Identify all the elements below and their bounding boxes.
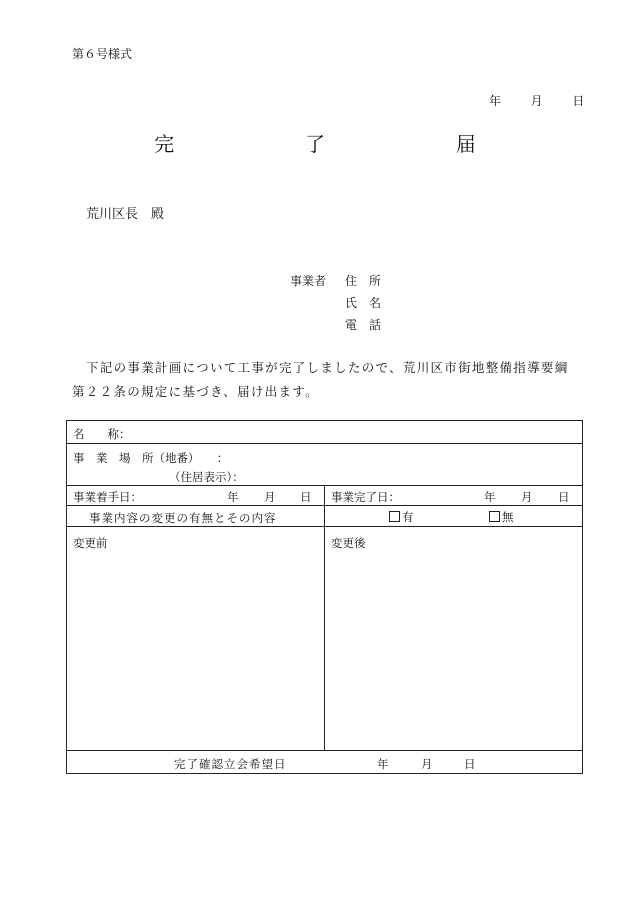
page-title xyxy=(0,128,630,157)
completion-form-table xyxy=(66,420,583,774)
changes-label: 事業内容の変更の有無とその内容 xyxy=(89,511,277,525)
start-date-label: 事業着手日： xyxy=(73,490,142,504)
site-row xyxy=(67,444,582,486)
date-day-label: 日 xyxy=(572,94,585,108)
address-display-label: （住居表示）： xyxy=(169,470,244,484)
start-month-label: 月 xyxy=(264,490,276,504)
body-text: 下記の事業計画について工事が完了しましたので、荒川区市街地整備指導要綱第２２条の規定に基づき、届け出ます。 xyxy=(72,360,569,399)
checkbox-yes-icon[interactable] xyxy=(389,511,400,522)
title-char-1: 完 xyxy=(154,132,175,156)
inspection-day-label: 日 xyxy=(464,757,476,771)
date-year-label: 年 xyxy=(489,94,502,108)
option-yes[interactable] xyxy=(389,509,414,525)
checkbox-no-icon[interactable] xyxy=(489,511,500,522)
end-day-label: 日 xyxy=(558,490,570,504)
title-char-3: 届 xyxy=(455,132,476,156)
inspection-label: 完了確認立会希望日 xyxy=(174,757,287,771)
inspection-row xyxy=(67,751,582,773)
end-month-label: 月 xyxy=(521,490,533,504)
applicant-name-label: 氏 名 xyxy=(345,296,382,310)
option-yes-label: 有 xyxy=(402,510,414,524)
end-year-label: 年 xyxy=(484,490,496,504)
before-label: 変更前 xyxy=(73,536,108,550)
dates-row xyxy=(67,486,582,506)
site-label: 事 業 場 所（地番） ： xyxy=(73,451,229,465)
submission-date xyxy=(489,92,584,109)
inspection-year-label: 年 xyxy=(377,757,389,771)
form-number: 第６号様式 xyxy=(72,47,133,61)
option-no[interactable] xyxy=(489,509,514,525)
before-after-row xyxy=(67,527,582,751)
name-label: 名 称： xyxy=(73,427,131,441)
addressee: 荒川区長 殿 xyxy=(86,207,165,222)
date-month-label: 月 xyxy=(530,94,543,108)
applicant-phone-label: 電 話 xyxy=(345,318,382,332)
title-char-2: 了 xyxy=(305,132,325,156)
applicant-address-label: 住 所 xyxy=(345,274,382,288)
applicant-group-label: 事業者 xyxy=(290,274,327,288)
start-day-label: 日 xyxy=(300,490,312,504)
start-year-label: 年 xyxy=(227,490,239,504)
name-row xyxy=(67,421,582,444)
end-date-label: 事業完了日： xyxy=(331,490,400,504)
inspection-month-label: 月 xyxy=(421,757,433,771)
after-label: 変更後 xyxy=(331,536,366,550)
option-no-label: 無 xyxy=(502,510,514,524)
changes-row xyxy=(67,506,582,527)
